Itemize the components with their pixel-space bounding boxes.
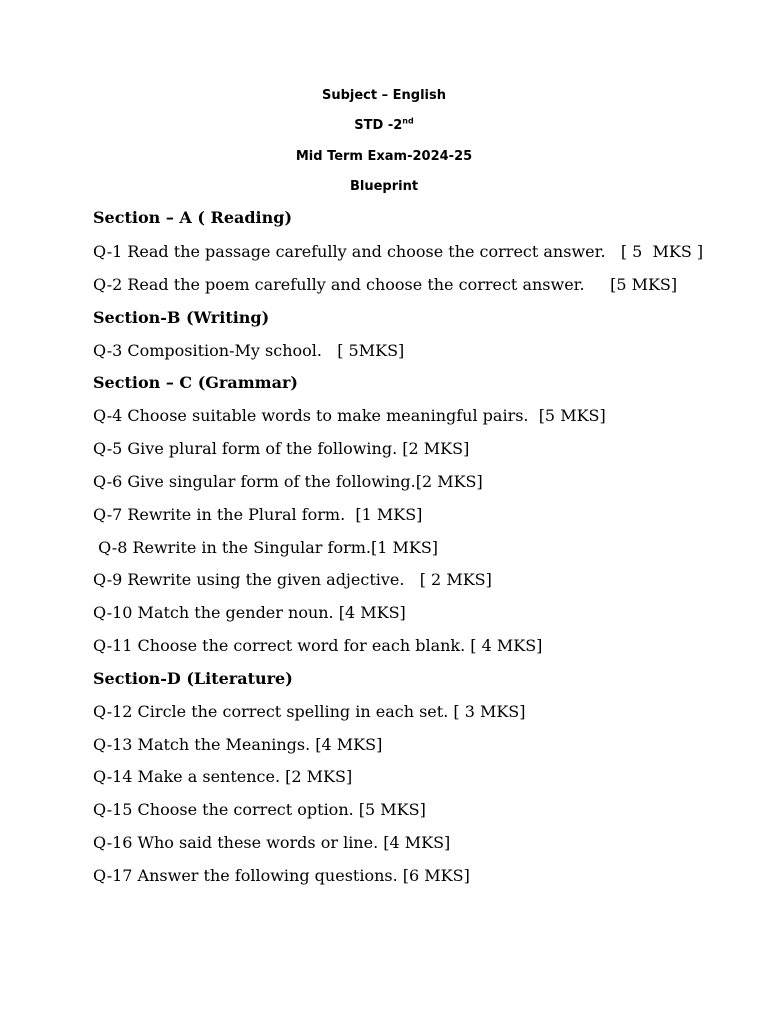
- section-c-heading: Section – C (Grammar): [93, 373, 298, 392]
- section-a-heading: Section – A ( Reading): [93, 208, 293, 227]
- question-6: Q-6 Give singular form of the following.[2 MKS]: [93, 472, 483, 491]
- question-11: Q-11 Choose the correct word for each blank. [ 4 MKS]: [93, 636, 543, 655]
- question-17: Q-17 Answer the following questions. [6 MKS]: [93, 866, 470, 885]
- standard-text: STD -2: [354, 118, 403, 133]
- question-2: Q-2 Read the poem carefully and choose the correct answer. [5 MKS]: [93, 275, 678, 294]
- question-3: Q-3 Composition-My school. [ 5MKS]: [93, 341, 405, 360]
- question-5: Q-5 Give plural form of the following. [2 MKS]: [93, 439, 470, 458]
- standard-title: [0, 118, 768, 133]
- standard-superscript: nd: [402, 116, 414, 126]
- blueprint-title: Blueprint: [349, 179, 419, 194]
- question-4: Q-4 Choose suitable words to make meaningful pairs. [5 MKS]: [93, 406, 606, 425]
- question-10: Q-10 Match the gender noun. [4 MKS]: [93, 603, 406, 622]
- section-b-heading: Section-B (Writing): [93, 308, 270, 327]
- question-12: Q-12 Circle the correct spelling in each set. [ 3 MKS]: [93, 702, 526, 721]
- subject-title: Subject – English: [321, 88, 446, 103]
- question-14: Q-14 Make a sentence. [2 MKS]: [93, 767, 353, 786]
- question-1: Q-1 Read the passage carefully and choose the correct answer. [ 5 MKS ]: [93, 242, 704, 261]
- question-9: Q-9 Rewrite using the given adjective. [ 2 MKS]: [93, 570, 492, 589]
- section-d-heading: Section-D (Literature): [93, 669, 293, 688]
- exam-title: Mid Term Exam-2024-25: [295, 149, 473, 164]
- question-13: Q-13 Match the Meanings. [4 MKS]: [93, 735, 383, 754]
- question-8: Q-8 Rewrite in the Singular form.[1 MKS]: [93, 538, 439, 557]
- question-15: Q-15 Choose the correct option. [5 MKS]: [93, 800, 426, 819]
- question-16: Q-16 Who said these words or line. [4 MKS]: [93, 833, 451, 852]
- question-7: Q-7 Rewrite in the Plural form. [1 MKS]: [93, 505, 423, 524]
